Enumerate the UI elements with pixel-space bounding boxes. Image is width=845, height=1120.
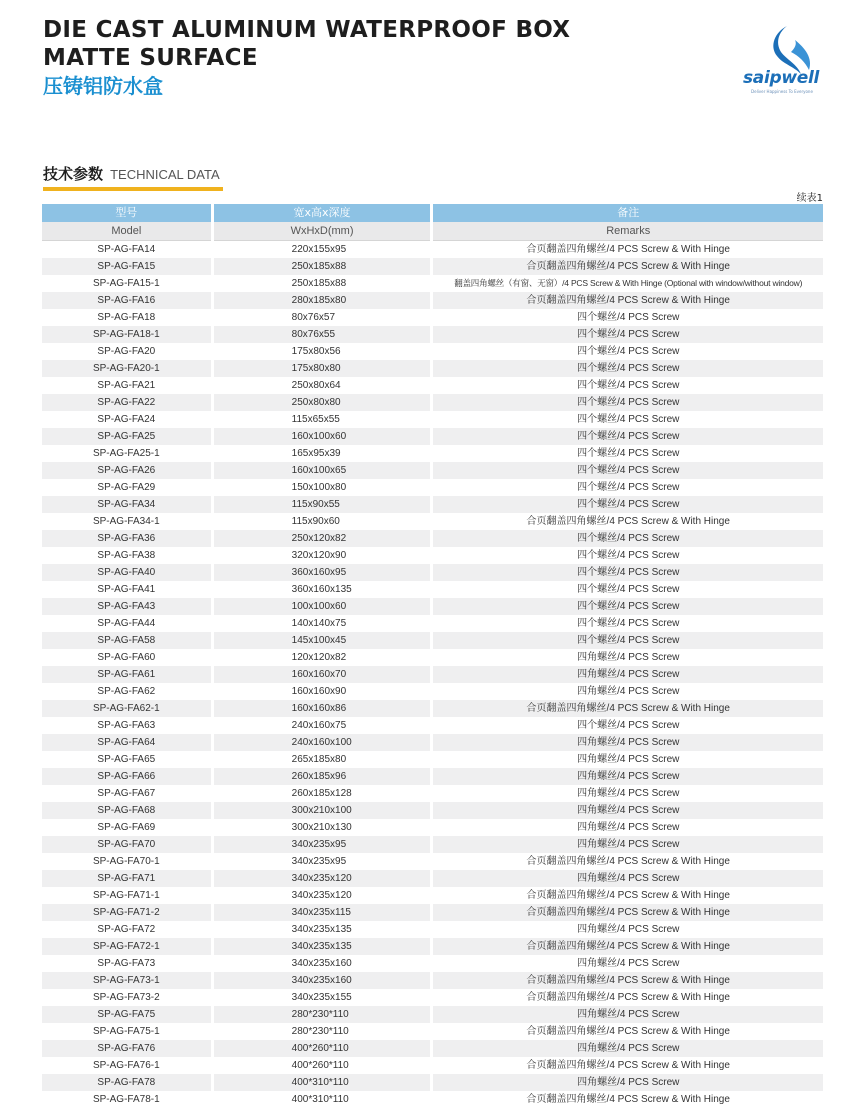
cell-remarks: 四个螺丝/4 PCS Screw bbox=[433, 717, 823, 734]
cell-remarks: 四个螺丝/4 PCS Screw bbox=[433, 411, 823, 428]
table-row bbox=[42, 938, 823, 955]
cell-model: SP-AG-FA67 bbox=[42, 785, 211, 802]
cell-dimensions: 265x185x80 bbox=[214, 751, 431, 768]
table-row bbox=[42, 496, 823, 513]
cell-dimensions: 250x80x80 bbox=[214, 394, 431, 411]
cell-model: SP-AG-FA76 bbox=[42, 1040, 211, 1057]
table-row bbox=[42, 275, 823, 292]
cell-dimensions: 280*230*110 bbox=[214, 1023, 431, 1040]
brand-tagline: Deliver Happiness To Everyone bbox=[751, 89, 813, 94]
cell-model: SP-AG-FA26 bbox=[42, 462, 211, 479]
cell-remarks: 四角螺丝/4 PCS Screw bbox=[433, 819, 823, 836]
cell-remarks: 合页翻盖四角螺丝/4 PCS Screw & With Hinge bbox=[433, 989, 823, 1006]
table-row bbox=[42, 360, 823, 377]
cell-model: SP-AG-FA72 bbox=[42, 921, 211, 938]
table-row bbox=[42, 564, 823, 581]
section-title-en: TECHNICAL DATA bbox=[110, 167, 220, 182]
cell-dimensions: 400*260*110 bbox=[214, 1057, 431, 1074]
cell-remarks: 四角螺丝/4 PCS Screw bbox=[433, 802, 823, 819]
section-title-cn: 技术参数 bbox=[43, 165, 104, 183]
cell-dimensions: 360x160x135 bbox=[214, 581, 431, 598]
table-header-en bbox=[42, 222, 823, 241]
brand-logo: saipwell bbox=[742, 68, 820, 88]
cell-model: SP-AG-FA43 bbox=[42, 598, 211, 615]
table-row bbox=[42, 751, 823, 768]
table-row bbox=[42, 513, 823, 530]
cell-dimensions: 240x160x100 bbox=[214, 734, 431, 751]
cell-model: SP-AG-FA70-1 bbox=[42, 853, 211, 870]
table-row bbox=[42, 887, 823, 904]
cell-dimensions: 115x90x55 bbox=[214, 496, 431, 513]
cell-remarks: 四角螺丝/4 PCS Screw bbox=[433, 734, 823, 751]
cell-model: SP-AG-FA64 bbox=[42, 734, 211, 751]
continued-label: 续表1 bbox=[796, 193, 823, 204]
cell-remarks: 四角螺丝/4 PCS Screw bbox=[433, 870, 823, 887]
cell-dimensions: 340x235x135 bbox=[214, 921, 431, 938]
cell-model: SP-AG-FA76-1 bbox=[42, 1057, 211, 1074]
cell-model: SP-AG-FA75-1 bbox=[42, 1023, 211, 1040]
header-dimensions-en: WxHxD(mm) bbox=[214, 222, 431, 241]
table-row bbox=[42, 768, 823, 785]
cell-model: SP-AG-FA40 bbox=[42, 564, 211, 581]
cell-model: SP-AG-FA20 bbox=[42, 343, 211, 360]
cell-remarks: 四个螺丝/4 PCS Screw bbox=[433, 632, 823, 649]
cell-dimensions: 165x95x39 bbox=[214, 445, 431, 462]
cell-remarks: 合页翻盖四角螺丝/4 PCS Screw & With Hinge bbox=[433, 972, 823, 989]
cell-remarks: 合页翻盖四角螺丝/4 PCS Screw & With Hinge bbox=[433, 938, 823, 955]
cell-remarks: 合页翻盖四角螺丝/4 PCS Screw & With Hinge bbox=[433, 292, 823, 309]
cell-model: SP-AG-FA15 bbox=[42, 258, 211, 275]
table-row bbox=[42, 309, 823, 326]
cell-dimensions: 400*310*110 bbox=[214, 1074, 431, 1091]
table-row bbox=[42, 904, 823, 921]
page-title bbox=[43, 16, 570, 72]
cell-model: SP-AG-FA21 bbox=[42, 377, 211, 394]
table-row bbox=[42, 241, 823, 258]
cell-dimensions: 150x100x80 bbox=[214, 479, 431, 496]
cell-dimensions: 175x80x56 bbox=[214, 343, 431, 360]
cell-dimensions: 145x100x45 bbox=[214, 632, 431, 649]
cell-model: SP-AG-FA36 bbox=[42, 530, 211, 547]
title-line-1: DIE CAST ALUMINUM WATERPROOF BOX bbox=[43, 17, 571, 43]
cell-remarks: 四个螺丝/4 PCS Screw bbox=[433, 581, 823, 598]
cell-remarks: 四个螺丝/4 PCS Screw bbox=[433, 530, 823, 547]
cell-dimensions: 115x90x60 bbox=[214, 513, 431, 530]
cell-remarks: 四角螺丝/4 PCS Screw bbox=[433, 921, 823, 938]
table-row bbox=[42, 819, 823, 836]
cell-dimensions: 260x185x128 bbox=[214, 785, 431, 802]
table-row bbox=[42, 853, 823, 870]
cell-dimensions: 340x235x160 bbox=[214, 972, 431, 989]
cell-model: SP-AG-FA70 bbox=[42, 836, 211, 853]
cell-dimensions: 340x235x135 bbox=[214, 938, 431, 955]
cell-dimensions: 340x235x155 bbox=[214, 989, 431, 1006]
cell-dimensions: 160x100x60 bbox=[214, 428, 431, 445]
cell-remarks: 四角螺丝/4 PCS Screw bbox=[433, 751, 823, 768]
table-row bbox=[42, 1006, 823, 1023]
table-row bbox=[42, 411, 823, 428]
cell-model: SP-AG-FA72-1 bbox=[42, 938, 211, 955]
cell-remarks: 翻盖四角螺丝（有窗、无窗）/4 PCS Screw & With Hinge (Optional with window/without window) bbox=[433, 275, 823, 292]
table-row bbox=[42, 292, 823, 309]
table-row bbox=[42, 1023, 823, 1040]
cell-model: SP-AG-FA16 bbox=[42, 292, 211, 309]
cell-model: SP-AG-FA71-1 bbox=[42, 887, 211, 904]
cell-model: SP-AG-FA71-2 bbox=[42, 904, 211, 921]
cell-model: SP-AG-FA75 bbox=[42, 1006, 211, 1023]
cell-remarks: 四个螺丝/4 PCS Screw bbox=[433, 377, 823, 394]
cell-dimensions: 80x76x55 bbox=[214, 326, 431, 343]
cell-model: SP-AG-FA60 bbox=[42, 649, 211, 666]
cell-remarks: 合页翻盖四角螺丝/4 PCS Screw & With Hinge bbox=[433, 700, 823, 717]
table-row bbox=[42, 1040, 823, 1057]
cell-model: SP-AG-FA68 bbox=[42, 802, 211, 819]
cell-model: SP-AG-FA34-1 bbox=[42, 513, 211, 530]
cell-model: SP-AG-FA58 bbox=[42, 632, 211, 649]
cell-remarks: 四个螺丝/4 PCS Screw bbox=[433, 462, 823, 479]
cell-remarks: 四个螺丝/4 PCS Screw bbox=[433, 309, 823, 326]
cell-remarks: 合页翻盖四角螺丝/4 PCS Screw & With Hinge bbox=[433, 904, 823, 921]
cell-model: SP-AG-FA71 bbox=[42, 870, 211, 887]
cell-dimensions: 320x120x90 bbox=[214, 547, 431, 564]
cell-model: SP-AG-FA29 bbox=[42, 479, 211, 496]
cell-dimensions: 340x235x120 bbox=[214, 887, 431, 904]
cell-model: SP-AG-FA78 bbox=[42, 1074, 211, 1091]
cell-dimensions: 175x80x80 bbox=[214, 360, 431, 377]
cell-remarks: 四角螺丝/4 PCS Screw bbox=[433, 836, 823, 853]
cell-dimensions: 280x185x80 bbox=[214, 292, 431, 309]
cell-remarks: 合页翻盖四角螺丝/4 PCS Screw & With Hinge bbox=[433, 1023, 823, 1040]
cell-remarks: 四个螺丝/4 PCS Screw bbox=[433, 479, 823, 496]
cell-dimensions: 140x140x75 bbox=[214, 615, 431, 632]
cell-remarks: 四个螺丝/4 PCS Screw bbox=[433, 394, 823, 411]
cell-dimensions: 300x210x130 bbox=[214, 819, 431, 836]
cell-remarks: 合页翻盖四角螺丝/4 PCS Screw & With Hinge bbox=[433, 258, 823, 275]
cell-remarks: 合页翻盖四角螺丝/4 PCS Screw & With Hinge bbox=[433, 241, 823, 258]
cell-remarks: 四角螺丝/4 PCS Screw bbox=[433, 1040, 823, 1057]
cell-model: SP-AG-FA15-1 bbox=[42, 275, 211, 292]
table-body bbox=[42, 241, 823, 1108]
cell-remarks: 四个螺丝/4 PCS Screw bbox=[433, 343, 823, 360]
table-row bbox=[42, 547, 823, 564]
cell-dimensions: 300x210x100 bbox=[214, 802, 431, 819]
cell-model: SP-AG-FA78-1 bbox=[42, 1091, 211, 1108]
cell-model: SP-AG-FA62 bbox=[42, 683, 211, 700]
cell-model: SP-AG-FA73-2 bbox=[42, 989, 211, 1006]
cell-dimensions: 160x160x86 bbox=[214, 700, 431, 717]
cell-dimensions: 160x100x65 bbox=[214, 462, 431, 479]
header-model-en: Model bbox=[42, 222, 211, 241]
cell-dimensions: 160x160x70 bbox=[214, 666, 431, 683]
cell-model: SP-AG-FA73-1 bbox=[42, 972, 211, 989]
table-row bbox=[42, 462, 823, 479]
table-row bbox=[42, 870, 823, 887]
cell-model: SP-AG-FA61 bbox=[42, 666, 211, 683]
cell-model: SP-AG-FA66 bbox=[42, 768, 211, 785]
cell-model: SP-AG-FA44 bbox=[42, 615, 211, 632]
cell-remarks: 合页翻盖四角螺丝/4 PCS Screw & With Hinge bbox=[433, 1057, 823, 1074]
page-title-cn: 压铸铝防水盒 bbox=[43, 74, 163, 98]
title-line-2: MATTE SURFACE bbox=[43, 45, 258, 71]
cell-dimensions: 100x100x60 bbox=[214, 598, 431, 615]
cell-remarks: 四角螺丝/4 PCS Screw bbox=[433, 666, 823, 683]
header-remarks-en: Remarks bbox=[433, 222, 823, 241]
cell-dimensions: 250x185x88 bbox=[214, 275, 431, 292]
table-row bbox=[42, 649, 823, 666]
cell-model: SP-AG-FA38 bbox=[42, 547, 211, 564]
table-row bbox=[42, 377, 823, 394]
cell-model: SP-AG-FA63 bbox=[42, 717, 211, 734]
cell-remarks: 合页翻盖四角螺丝/4 PCS Screw & With Hinge bbox=[433, 853, 823, 870]
table-row bbox=[42, 394, 823, 411]
cell-remarks: 四个螺丝/4 PCS Screw bbox=[433, 326, 823, 343]
table-row bbox=[42, 428, 823, 445]
cell-dimensions: 400*310*110 bbox=[214, 1091, 431, 1108]
cell-model: SP-AG-FA69 bbox=[42, 819, 211, 836]
table-row bbox=[42, 1074, 823, 1091]
cell-remarks: 合页翻盖四角螺丝/4 PCS Screw & With Hinge bbox=[433, 513, 823, 530]
table-row bbox=[42, 1057, 823, 1074]
cell-dimensions: 220x155x95 bbox=[214, 241, 431, 258]
cell-remarks: 四个螺丝/4 PCS Screw bbox=[433, 360, 823, 377]
cell-remarks: 四个螺丝/4 PCS Screw bbox=[433, 598, 823, 615]
cell-model: SP-AG-FA18-1 bbox=[42, 326, 211, 343]
cell-remarks: 四角螺丝/4 PCS Screw bbox=[433, 683, 823, 700]
cell-remarks: 四角螺丝/4 PCS Screw bbox=[433, 955, 823, 972]
table-row bbox=[42, 836, 823, 853]
table-row bbox=[42, 666, 823, 683]
cell-remarks: 四个螺丝/4 PCS Screw bbox=[433, 428, 823, 445]
table-row bbox=[42, 989, 823, 1006]
cell-remarks: 合页翻盖四角螺丝/4 PCS Screw & With Hinge bbox=[433, 887, 823, 904]
table-row bbox=[42, 734, 823, 751]
cell-dimensions: 340x235x160 bbox=[214, 955, 431, 972]
cell-model: SP-AG-FA34 bbox=[42, 496, 211, 513]
header-remarks-cn: 备注 bbox=[433, 204, 823, 222]
cell-model: SP-AG-FA14 bbox=[42, 241, 211, 258]
cell-dimensions: 80x76x57 bbox=[214, 309, 431, 326]
cell-remarks: 四角螺丝/4 PCS Screw bbox=[433, 1074, 823, 1091]
cell-dimensions: 250x120x82 bbox=[214, 530, 431, 547]
table-row bbox=[42, 683, 823, 700]
cell-remarks: 四个螺丝/4 PCS Screw bbox=[433, 615, 823, 632]
cell-dimensions: 340x235x95 bbox=[214, 836, 431, 853]
technical-data-table bbox=[42, 204, 823, 1108]
cell-remarks: 合页翻盖四角螺丝/4 PCS Screw & With Hinge bbox=[433, 1091, 823, 1108]
cell-dimensions: 360x160x95 bbox=[214, 564, 431, 581]
cell-remarks: 四角螺丝/4 PCS Screw bbox=[433, 1006, 823, 1023]
cell-dimensions: 340x235x115 bbox=[214, 904, 431, 921]
cell-dimensions: 160x160x90 bbox=[214, 683, 431, 700]
cell-model: SP-AG-FA65 bbox=[42, 751, 211, 768]
cell-model: SP-AG-FA24 bbox=[42, 411, 211, 428]
cell-dimensions: 250x80x64 bbox=[214, 377, 431, 394]
cell-remarks: 四个螺丝/4 PCS Screw bbox=[433, 547, 823, 564]
cell-model: SP-AG-FA18 bbox=[42, 309, 211, 326]
cell-remarks: 四角螺丝/4 PCS Screw bbox=[433, 649, 823, 666]
table-row bbox=[42, 921, 823, 938]
cell-model: SP-AG-FA62-1 bbox=[42, 700, 211, 717]
cell-model: SP-AG-FA73 bbox=[42, 955, 211, 972]
table-row bbox=[42, 326, 823, 343]
cell-remarks: 四个螺丝/4 PCS Screw bbox=[433, 445, 823, 462]
cell-dimensions: 250x185x88 bbox=[214, 258, 431, 275]
cell-dimensions: 120x120x82 bbox=[214, 649, 431, 666]
cell-model: SP-AG-FA25-1 bbox=[42, 445, 211, 462]
cell-model: SP-AG-FA22 bbox=[42, 394, 211, 411]
header-model-cn: 型号 bbox=[42, 204, 211, 222]
section-underline bbox=[43, 187, 223, 191]
cell-dimensions: 115x65x55 bbox=[214, 411, 431, 428]
table-row bbox=[42, 785, 823, 802]
cell-dimensions: 340x235x95 bbox=[214, 853, 431, 870]
section-title bbox=[43, 163, 220, 185]
cell-dimensions: 400*260*110 bbox=[214, 1040, 431, 1057]
table-row bbox=[42, 615, 823, 632]
cell-remarks: 四个螺丝/4 PCS Screw bbox=[433, 496, 823, 513]
cell-model: SP-AG-FA41 bbox=[42, 581, 211, 598]
cell-remarks: 四个螺丝/4 PCS Screw bbox=[433, 564, 823, 581]
table-row bbox=[42, 1091, 823, 1108]
table-header-cn bbox=[42, 204, 823, 222]
cell-model: SP-AG-FA20-1 bbox=[42, 360, 211, 377]
cell-dimensions: 260x185x96 bbox=[214, 768, 431, 785]
cell-dimensions: 280*230*110 bbox=[214, 1006, 431, 1023]
table-row bbox=[42, 343, 823, 360]
table-row bbox=[42, 632, 823, 649]
table-row bbox=[42, 972, 823, 989]
table-row bbox=[42, 258, 823, 275]
table-row bbox=[42, 955, 823, 972]
table-row bbox=[42, 700, 823, 717]
cell-dimensions: 340x235x120 bbox=[214, 870, 431, 887]
table-row bbox=[42, 530, 823, 547]
table-row bbox=[42, 598, 823, 615]
cell-remarks: 四角螺丝/4 PCS Screw bbox=[433, 768, 823, 785]
cell-dimensions: 240x160x75 bbox=[214, 717, 431, 734]
cell-model: SP-AG-FA25 bbox=[42, 428, 211, 445]
cell-remarks: 四角螺丝/4 PCS Screw bbox=[433, 785, 823, 802]
table-row bbox=[42, 717, 823, 734]
table-row bbox=[42, 802, 823, 819]
table-row bbox=[42, 479, 823, 496]
table-row bbox=[42, 445, 823, 462]
table-row bbox=[42, 581, 823, 598]
header-dimensions-cn: 宽x高x深度 bbox=[214, 204, 431, 222]
